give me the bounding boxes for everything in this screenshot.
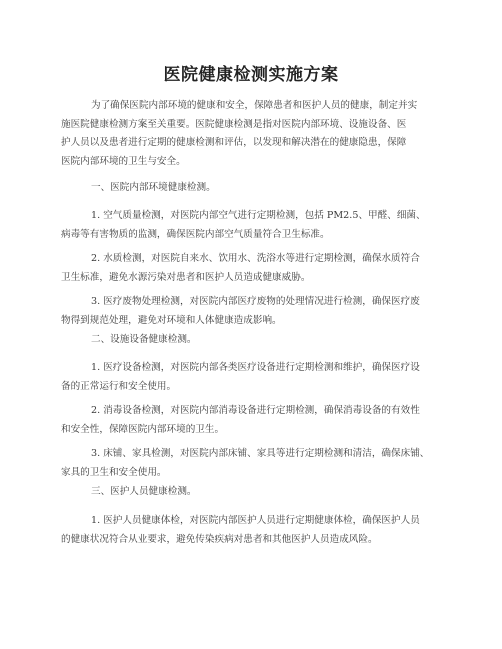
text-line: 1. 医疗设备检测，对医院内部各类医疗设备进行定期检测和维护，确保医疗设 [91, 362, 420, 373]
text-line: 3. 医疗废物处理检测，对医院内部医疗废物的处理情况进行检测，确保医疗废 [91, 296, 420, 307]
text-line: 医院内部环境的卫生与安全。 [61, 155, 186, 167]
section2-item-3 [61, 445, 453, 482]
section2-item-1 [61, 359, 453, 396]
text-line: 卫生标准，避免水源污染对患者和医护人员造成健康威胁。 [61, 271, 311, 283]
text-line: 2. 水质检测，对医院自来水、饮用水、洗浴水等进行定期检测，确保水质符合 [91, 253, 420, 264]
section2-item-2 [61, 402, 453, 439]
section-heading-1 [61, 179, 453, 198]
section3-item-1 [61, 512, 453, 549]
section-heading-2 [61, 331, 453, 350]
section1-item-1 [61, 207, 453, 244]
text-line: 护人员以及患者进行定期的健康检测和评估，以发现和解决潜在的健康隐患，保障 [61, 137, 407, 148]
text-line: 和安全性，保障医院内部环境的卫生。 [61, 423, 225, 435]
document-title: 医院健康检测实施方案 [163, 65, 339, 85]
text-line: 2. 消毒设备检测，对医院内部消毒设备进行定期检测，确保消毒设备的有效性 [91, 405, 420, 416]
text-line: 物得到规范处理，避免对环境和人体健康造成影响。 [61, 314, 282, 326]
text-line: 1. 医护人员健康体检，对医院内部医护人员进行定期健康体检，确保医护人员 [91, 515, 420, 526]
text-line: 备的正常运行和安全使用。 [61, 380, 177, 392]
intro-paragraph [61, 97, 453, 171]
section1-item-3 [61, 293, 453, 330]
section1-item-2 [61, 250, 453, 287]
section-heading-text: 二、设施设备健康检测。 [91, 334, 197, 345]
section-heading-3 [61, 483, 453, 502]
text-line: 3. 床铺、家具检测，对医院内部床铺、家具等进行定期检测和清洁，确保床铺、 [91, 448, 430, 459]
text-line: 施医院健康检测方案至关重要。医院健康检测是指对医院内部环境、设施设备、医 [61, 118, 407, 130]
text-line: 的健康状况符合从业要求，避免传染疾病对患者和其他医护人员造成风险。 [61, 533, 378, 545]
section-heading-text: 一、医院内部环境健康检测。 [91, 182, 216, 193]
text-line: 家具的卫生和安全使用。 [61, 466, 167, 478]
text-line: 1. 空气质量检测，对医院内部空气进行定期检测，包括 PM2.5、甲醛、细菌、 [91, 210, 426, 221]
section-heading-text: 三、医护人员健康检测。 [91, 486, 197, 497]
text-line: 为了确保医院内部环境的健康和安全，保障患者和医护人员的健康，制定并实 [91, 100, 418, 111]
text-line: 病毒等有害物质的监测，确保医院内部空气质量符合卫生标准。 [61, 228, 330, 240]
